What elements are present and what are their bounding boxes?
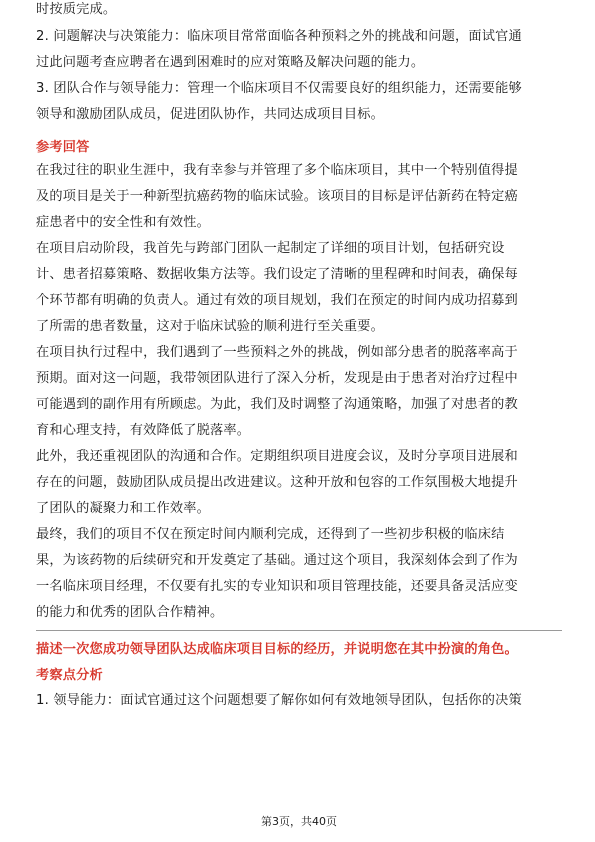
interview-question: 描述一次您成功领导团队达成临床项目目标的经历，并说明您在其中扮演的角色。 bbox=[36, 642, 518, 657]
answer-line: 一名临床项目经理，不仅要有扎实的专业知识和项目管理技能，还要具备灵活应变 bbox=[36, 579, 518, 594]
answer-line: 的能力和优秀的团队合作精神。 bbox=[36, 605, 224, 620]
answer-line: 症患者中的安全性和有效性。 bbox=[36, 215, 211, 230]
answer-line: 可能遇到的副作用有所顾虑。为此，我们及时调整了沟通策略，加强了对患者的教 bbox=[36, 397, 518, 412]
answer-line: 计、患者招募策略、数据收集方法等。我们设定了清晰的里程碑和时间表，确保每 bbox=[36, 267, 518, 282]
intro-line: 3. 团队合作与领导能力：管理一个临床项目不仅需要良好的组织能力，还需要能够 bbox=[36, 81, 522, 96]
answer-line: 个环节都有明确的负责人。通过有效的项目规划，我们在预定的时间内成功招募到 bbox=[36, 293, 518, 308]
answer-line: 育和心理支持，有效降低了脱落率。 bbox=[36, 423, 251, 438]
intro-line: 过此问题考查应聘者在遇到困难时的应对策略及解决问题的能力。 bbox=[36, 55, 425, 70]
section-divider bbox=[36, 630, 562, 631]
answer-line: 了所需的患者数量，这对于临床试验的顺利进行至关重要。 bbox=[36, 319, 385, 334]
answer-line: 存在的问题，鼓励团队成员提出改进建议。这种开放和包容的工作氛围极大地提升 bbox=[36, 475, 518, 490]
answer-line: 在项目启动阶段，我首先与跨部门团队一起制定了详细的项目计划，包括研究设 bbox=[36, 241, 505, 256]
intro-line: 领导和激励团队成员，促进团队协作，共同达成项目目标。 bbox=[36, 107, 385, 122]
intro-line: 2. 问题解决与决策能力：临床项目常常面临各种预料之外的挑战和问题，面试官通 bbox=[36, 29, 522, 44]
answer-line: 及的项目是关于一种新型抗癌药物的临床试验。该项目的目标是评估新药在特定癌 bbox=[36, 189, 518, 204]
page-number: 第3页，共40页 bbox=[261, 815, 337, 828]
intro-line: 时按质完成。 bbox=[36, 2, 117, 17]
reference-answer-heading: 参考回答 bbox=[36, 140, 90, 155]
answer-line: 最终，我们的项目不仅在预定时间内顺利完成，还得到了一些初步积极的临床结 bbox=[36, 527, 505, 542]
answer-line: 果，为该药物的后续研究和开发奠定了基础。通过这个项目，我深刻体会到了作为 bbox=[36, 553, 518, 568]
answer-line: 此外，我还重视团队的沟通和合作。定期组织项目进度会议，及时分享项目进展和 bbox=[36, 449, 518, 464]
answer-line: 预期。面对这一问题，我带领团队进行了深入分析，发现是由于患者对治疗过程中 bbox=[36, 371, 518, 386]
analysis-line: 1. 领导能力：面试官通过这个问题想要了解你如何有效地领导团队，包括你的决策 bbox=[36, 693, 522, 708]
answer-line: 了团队的凝聚力和工作效率。 bbox=[36, 501, 211, 516]
analysis-heading: 考察点分析 bbox=[36, 668, 103, 683]
answer-line: 在项目执行过程中，我们遇到了一些预料之外的挑战，例如部分患者的脱落率高于 bbox=[36, 345, 518, 360]
answer-line: 在我过往的职业生涯中，我有幸参与并管理了多个临床项目，其中一个特别值得提 bbox=[36, 163, 518, 178]
document-page bbox=[36, 0, 562, 842]
